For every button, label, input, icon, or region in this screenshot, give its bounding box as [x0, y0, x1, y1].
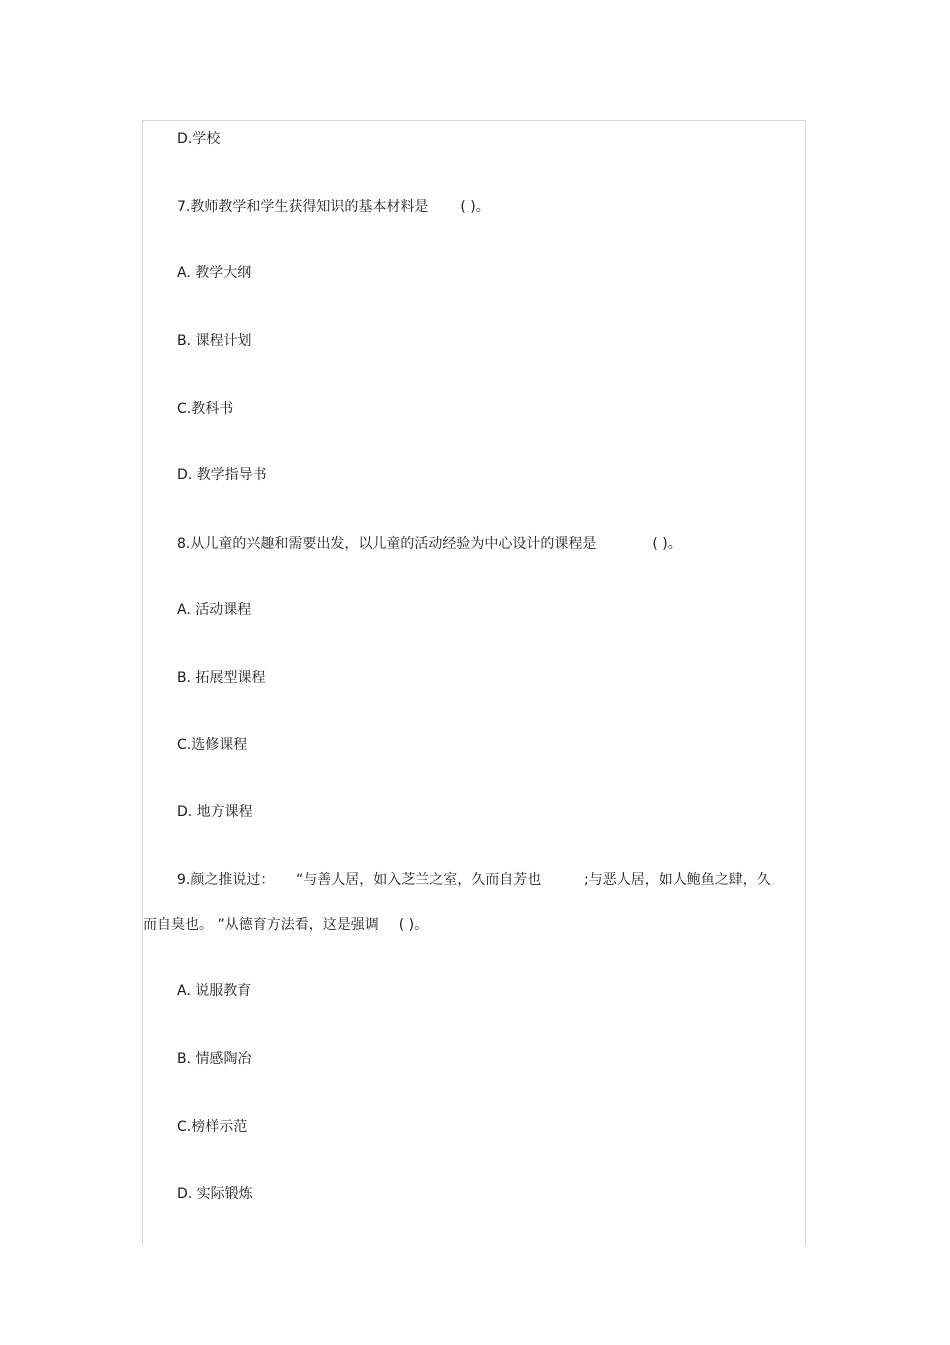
question-7-stem: [177, 198, 490, 216]
option-q8-b: B. 拓展型课程: [177, 670, 266, 686]
question-8-text: 8.从儿童的兴趣和需要出发，以儿童的活动经验为中心设计的课程是: [177, 536, 597, 552]
question-9-text: 而自臭也。 ”从德育方法看，这是强调: [143, 917, 379, 933]
option-q7-a: A. 教学大纲: [177, 265, 252, 281]
option-q7-d: D. 教学指导书: [177, 467, 267, 483]
option-q6-d: D.学校: [177, 131, 221, 147]
option-q7-b: B. 课程计划: [177, 333, 252, 349]
option-q9-b: B. 情感陶冶: [177, 1051, 252, 1067]
question-8-blank: ( )。: [652, 536, 682, 552]
option-q7-c: C.教科书: [177, 401, 234, 417]
option-q8-d: D. 地方课程: [177, 804, 253, 820]
question-7-text: 7.教师教学和学生获得知识的基本材料是: [177, 199, 429, 215]
question-9-stem-line-2: [143, 916, 428, 934]
question-9-blank: ( )。: [398, 917, 429, 933]
question-7-blank: ( )。: [460, 199, 490, 215]
option-q9-c: C.榜样示范: [177, 1119, 248, 1135]
question-9-stem-part-2: “与善人居，如入芝兰之室，久而自芳也: [296, 872, 542, 888]
option-q8-c: C.选修课程: [177, 737, 248, 753]
option-q9-d: D. 实际锻炼: [177, 1186, 253, 1202]
question-9-stem-part-1: 9.颜之推说过：: [177, 872, 275, 888]
option-q8-a: A. 活动课程: [177, 602, 252, 618]
question-9-stem-part-3: ;与恶人居，如人鲍鱼之肆，久: [584, 872, 771, 888]
question-8-stem: [177, 535, 682, 553]
option-q9-a: A. 说服教育: [177, 983, 252, 999]
